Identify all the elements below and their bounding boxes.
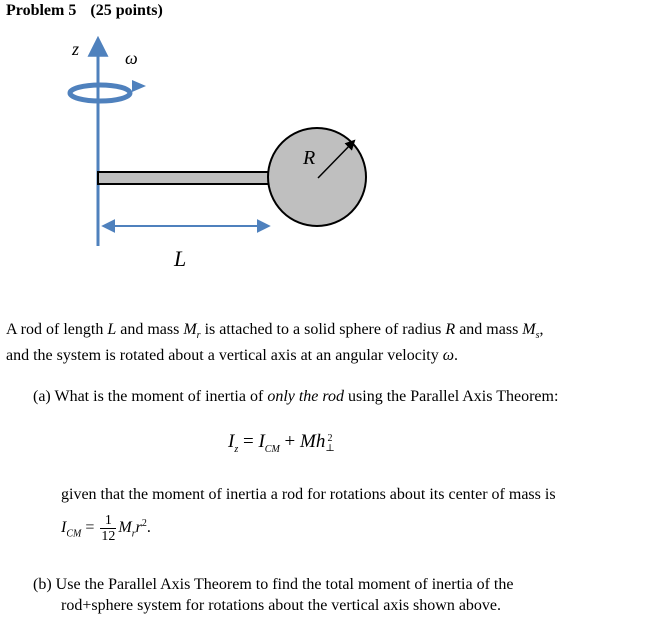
rotation-arrow-icon	[70, 80, 146, 101]
z-axis-label: z	[72, 39, 80, 59]
length-label: L	[174, 246, 187, 271]
part-b-label: (b)	[33, 576, 52, 593]
problem-points: (25 points)	[90, 2, 163, 19]
rod-sphere-figure	[0, 0, 659, 290]
omega-label: ω	[125, 48, 138, 68]
part-a-question: (a) What is the moment of inertia of only the rod using the Parallel Axis Theorem:	[33, 388, 559, 405]
part-b-line-2: rod+sphere system for rotations about the vertical axis shown above.	[61, 597, 502, 614]
parallel-axis-equation: $I_z = I_{CM} + Mh$ 2 ⊥	[228, 431, 335, 455]
given-statement: given that the moment of inertia a rod for rotations about its center of mass is	[61, 486, 556, 503]
radius-label: R	[303, 147, 316, 169]
part-a-label: (a)	[33, 388, 51, 405]
intro-line-1: A rod of length L and mass $M_r$ is attached to a solid sphere of radius R and mass $M_s$,	[6, 321, 544, 342]
part-b-line-1: (b) Use the Parallel Axis Theorem to find the total moment of inertia of the	[33, 576, 514, 593]
problem-number: Problem 5	[6, 2, 77, 19]
rod-cm-inertia-equation: $I_{CM}$ = $\frac{1}{12}$ $M_rr^2$.	[61, 513, 151, 544]
intro-line-2: and the system is rotated about a vertical axis at an angular velocity ω.	[6, 347, 459, 364]
rod-shape	[98, 172, 276, 184]
